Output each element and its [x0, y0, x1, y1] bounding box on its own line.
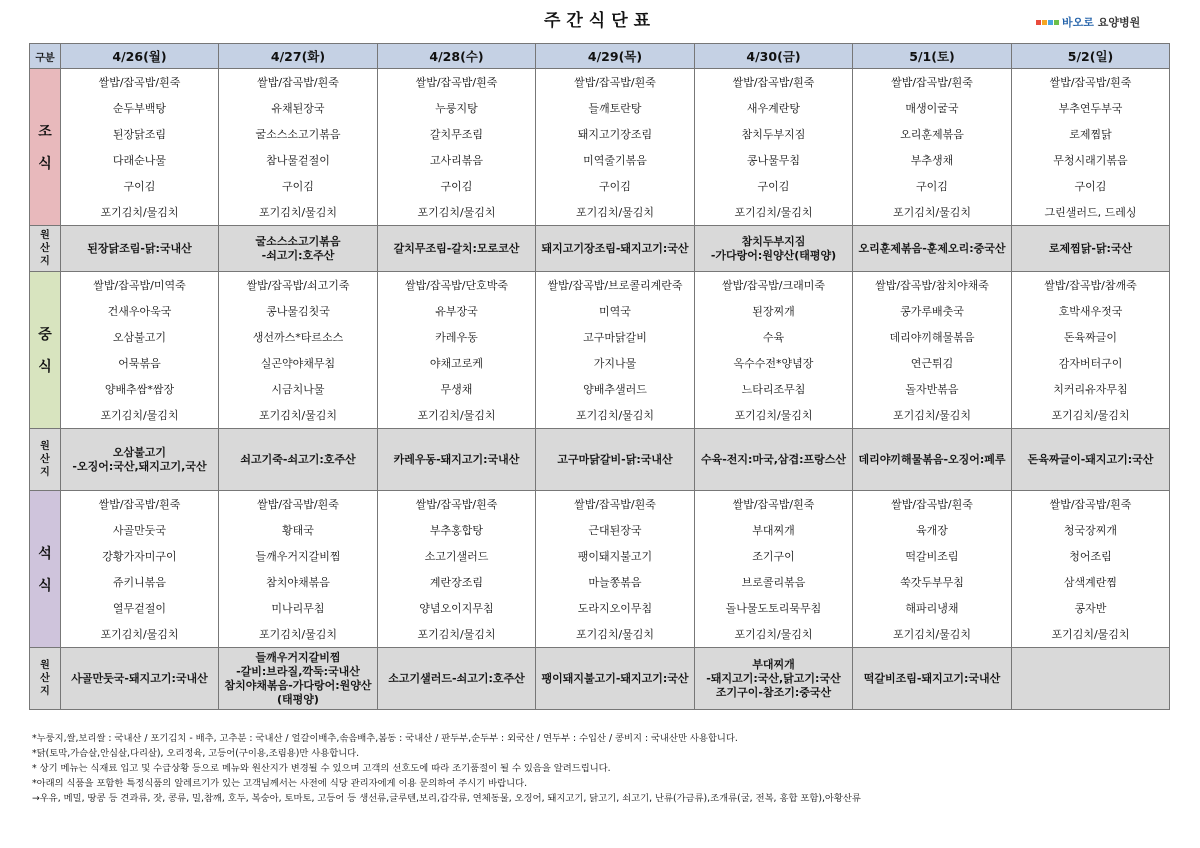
origin-line: 들깨우거지갈비찜	[255, 650, 341, 664]
menu-cell	[61, 272, 219, 429]
menu-item: 쌀밥/잡곡밥/흰죽	[732, 76, 815, 89]
day-header: 5/2(일)	[1012, 44, 1170, 69]
menu-item: 미역국	[599, 305, 631, 318]
menu-item: 들깨우거지갈비찜	[255, 550, 341, 563]
menu-item: 콩나물김칫국	[266, 305, 330, 318]
menu-item: 누룽지탕	[435, 102, 478, 115]
menu-item: 떡갈비조림	[905, 550, 959, 563]
header-row	[30, 44, 1170, 69]
menu-item: 육개장	[916, 524, 948, 537]
menu-cell	[378, 69, 536, 226]
menu-item: 매생이굴국	[905, 102, 959, 115]
menu-item: 실곤약야채무침	[260, 357, 336, 370]
menu-item: 포기김치/물김치	[100, 628, 179, 641]
logo-mark-icon	[1036, 20, 1059, 25]
menu-item: 유채된장국	[271, 102, 325, 115]
note-line: →우유, 메밀, 땅콩 등 견과류, 잣, 콩류, 밀,참깨, 호두, 복숭아, 토마토, 고등어 등 생선류,글루텐,보리,갑각류, 연체동물, 오징어, 돼지고기, 닭고기, 쇠고기, 난류(가금류),조개류(굴, 전복, 홍합 포함),아황산류	[32, 793, 861, 804]
menu-item: 쌀밥/잡곡밥/미역죽	[93, 279, 186, 292]
menu-item: 카레우동	[435, 331, 478, 344]
menu-item: 쌀밥/잡곡밥/흰죽	[574, 498, 656, 511]
menu-cell	[695, 272, 853, 429]
menu-item: 쌀밥/잡곡밥/참깨죽	[1044, 279, 1137, 292]
menu-cell	[378, 272, 536, 429]
origin-label-char: 원	[40, 660, 50, 671]
origin-line: 데리야끼해물볶음-오징어:페루	[858, 452, 1006, 466]
menu-item: 열무겉절이	[112, 602, 167, 615]
menu-item: 어묵볶음	[118, 357, 161, 370]
menu-item: 도라지오이무침	[577, 602, 653, 615]
menu-item: 포기김치/물김치	[100, 206, 179, 219]
origin-line: 오리훈제볶음-훈제오리:중국산	[858, 241, 1006, 255]
meal-label-char: 식	[38, 578, 52, 594]
menu-item: 포기김치/물김치	[1051, 628, 1130, 641]
menu-item: 쌀밥/잡곡밥/흰죽	[257, 498, 339, 511]
origin-line: 조기구이-참조기:중국산	[715, 685, 832, 699]
menu-item: 포기김치/물김치	[575, 206, 655, 219]
menu-item: 콩가루배춧국	[900, 305, 964, 318]
origin-line: 팽이돼지불고기-돼지고기:국산	[541, 671, 689, 685]
menu-item: 된장찌개	[752, 305, 795, 318]
menu-item: 구이김	[599, 180, 631, 193]
menu-item: 포기김치/물김치	[258, 206, 338, 219]
menu-item: 새우계란탕	[746, 102, 801, 115]
weekly-menu-table	[29, 43, 1170, 710]
menu-item: 해파리냉채	[905, 602, 959, 615]
origin-label-char: 지	[40, 467, 50, 478]
menu-item: 포기김치/물김치	[892, 628, 972, 641]
menu-item: 포기김치/물김치	[734, 206, 813, 219]
origin-cell	[61, 648, 219, 710]
menu-item: 고구마닭갈비	[583, 331, 647, 344]
menu-item: 옥수수전*양념장	[733, 357, 814, 370]
origin-line: 돼지고기장조림-돼지고기:국산	[541, 241, 689, 255]
menu-item: 쌀밥/잡곡밥/흰죽	[415, 76, 498, 89]
menu-item: 쌀밥/잡곡밥/흰죽	[257, 76, 339, 89]
menu-item: 포기김치/물김치	[734, 409, 813, 422]
meal-label-char: 석	[38, 546, 52, 562]
origin-line: 굴소스소고기볶음	[255, 234, 341, 248]
menu-item: 순두부백탕	[112, 102, 167, 115]
origin-line: -오징어:국산,돼지고기,국산	[72, 459, 207, 473]
origin-line: 된장닭조림-닭:국내산	[87, 241, 192, 255]
origin-cell	[219, 648, 378, 710]
menu-item: 조기구이	[752, 550, 795, 563]
origin-line: 쇠고기죽-쇠고기:호주산	[240, 452, 356, 466]
meal-row	[30, 491, 1170, 648]
menu-item: 구이김	[282, 180, 314, 193]
origin-label-char: 산	[40, 243, 50, 254]
menu-item: 포기김치/물김치	[1051, 409, 1130, 422]
note-line: *누룽지,쌀,보리쌀 : 국내산 / 포기김치 - 배추, 고추분 : 국내산 / 얼갈이배추,솎음배추,봄동 : 국내산 / 판두부,순두부 : 외국산 / 연두부 : 수입산 / 콩비지 : 국내산만 사용합니다.	[32, 733, 738, 744]
menu-item: 건새우아욱국	[107, 305, 172, 318]
menu-item: 오리훈제볶음	[900, 128, 964, 141]
meal-row	[30, 272, 1170, 429]
menu-item: 양념오이지무침	[419, 602, 494, 615]
origin-line: -돼지고기:국산,닭고기:국산	[706, 671, 841, 685]
menu-item: 쌀밥/잡곡밥/흰죽	[98, 498, 181, 511]
origin-cell	[1012, 429, 1170, 491]
origin-line: -갈비:브라질,깍둑:국내산	[236, 664, 360, 678]
menu-cell	[219, 69, 378, 226]
logo-sub: 요양병원	[1097, 16, 1141, 29]
origin-line: (태평양)	[277, 692, 319, 706]
origin-line: 갈치무조림-갈치:모로코산	[393, 241, 520, 255]
day-header: 4/30(금)	[695, 44, 853, 69]
menu-item: 양배추샐러드	[583, 383, 647, 396]
menu-item: 포기김치/물김치	[258, 409, 338, 422]
menu-item: 갈치무조림	[429, 128, 484, 141]
menu-item: 돈육짜글이	[1063, 331, 1118, 344]
meal-label	[30, 272, 61, 429]
menu-item: 쌀밥/잡곡밥/흰죽	[574, 76, 656, 89]
menu-cell	[536, 491, 695, 648]
menu-cell	[853, 69, 1012, 226]
menu-item: 무청시래기볶음	[1053, 154, 1128, 167]
menu-item: 오삼불고기	[112, 331, 167, 344]
menu-item: 유부장국	[435, 305, 478, 318]
menu-item: 가지나물	[593, 357, 637, 370]
meal-label-char: 중	[38, 327, 52, 343]
notes	[32, 731, 861, 806]
origin-label-char: 원	[40, 230, 50, 241]
menu-item: 쥬키니볶음	[112, 576, 167, 589]
day-header: 4/28(수)	[378, 44, 536, 69]
origin-cell	[536, 648, 695, 710]
menu-item: 생선까스*타르소스	[252, 331, 344, 344]
menu-item: 연근튀김	[910, 357, 954, 370]
origin-cell	[61, 226, 219, 272]
menu-item: 포기김치/물김치	[100, 409, 179, 422]
menu-item: 근대된장국	[588, 524, 642, 537]
menu-item: 돌나물도토리묵무침	[725, 602, 822, 615]
menu-item: 참나물겉절이	[266, 154, 330, 167]
origin-label	[30, 226, 61, 272]
note-line: *닭(토막,가슴살,안심살,다리살), 오리정육, 고등어(구이용,조림용)만 사용합니다.	[32, 748, 360, 759]
menu-item: 돼지고기장조림	[577, 128, 653, 141]
origin-row	[30, 429, 1170, 491]
menu-item: 부추생채	[910, 154, 954, 167]
origin-line: 소고기샐러드-쇠고기:호주산	[388, 671, 525, 685]
menu-item: 포기김치/물김치	[734, 628, 813, 641]
origin-cell	[695, 648, 853, 710]
menu-item: 강황가자미구이	[102, 550, 177, 563]
menu-item: 참치두부지짐	[741, 128, 806, 141]
origin-cell	[853, 226, 1012, 272]
menu-item: 포기김치/물김치	[258, 628, 338, 641]
menu-item: 그린샐러드, 드레싱	[1044, 206, 1137, 219]
menu-item: 데리야끼해물볶음	[889, 331, 975, 344]
logo-brand: 바오로	[1062, 16, 1094, 29]
menu-item: 마늘쫑볶음	[588, 576, 642, 589]
menu-item: 쌀밥/잡곡밥/쇠고기죽	[246, 279, 350, 292]
origin-line: 돈육짜글이-돼지고기:국산	[1027, 452, 1154, 466]
menu-item: 들깨토란탕	[588, 102, 642, 115]
day-header: 4/26(월)	[61, 44, 219, 69]
origin-line: 떡갈비조림-돼지고기:국내산	[863, 671, 1001, 685]
menu-item: 시금치나물	[271, 383, 325, 396]
menu-item: 쌀밥/잡곡밥/흰죽	[891, 76, 973, 89]
origin-line: -가다랑어:원양산(태평양)	[710, 248, 837, 262]
menu-item: 다래순나물	[112, 154, 167, 167]
origin-cell	[1012, 226, 1170, 272]
menu-item: 돌자반볶음	[905, 383, 959, 396]
menu-item: 콩나물무침	[746, 154, 801, 167]
menu-item: 부추홍합탕	[429, 524, 484, 537]
menu-item: 쌀밥/잡곡밥/참치야채죽	[875, 279, 989, 292]
origin-cell	[378, 648, 536, 710]
menu-cell	[1012, 491, 1170, 648]
hospital-logo	[1036, 10, 1140, 34]
origin-label-char: 지	[40, 686, 50, 697]
menu-item: 구이김	[916, 180, 948, 193]
menu-item: 무생채	[440, 383, 473, 396]
menu-item: 구이김	[757, 180, 790, 193]
menu-cell	[219, 272, 378, 429]
origin-label-char: 원	[40, 441, 50, 452]
meal-label	[30, 491, 61, 648]
menu-item: 쌀밥/잡곡밥/흰죽	[415, 498, 498, 511]
menu-item: 쌀밥/잡곡밥/흰죽	[891, 498, 973, 511]
menu-item: 쌀밥/잡곡밥/크래미죽	[721, 279, 826, 292]
menu-item: 쌀밥/잡곡밥/흰죽	[98, 76, 181, 89]
note-line: * 상기 메뉴는 식재료 입고 및 수급상황 등으로 메뉴와 원산지가 변경될 수 있으며 고객의 선호도에 따라 조기품절이 될 수 있음을 알려드립니다.	[32, 763, 611, 774]
origin-cell	[61, 429, 219, 491]
menu-item: 콩자반	[1074, 602, 1107, 615]
menu-item: 치커리유자무침	[1053, 383, 1128, 396]
origin-row	[30, 648, 1170, 710]
origin-cell	[853, 648, 1012, 710]
origin-line: 참치야채볶음-가다랑어:원양산	[224, 678, 372, 692]
origin-label-char: 지	[40, 256, 50, 267]
origin-label	[30, 429, 61, 491]
menu-item: 사골만둣국	[112, 524, 167, 537]
origin-cell	[695, 226, 853, 272]
menu-cell	[1012, 69, 1170, 226]
origin-cell	[378, 429, 536, 491]
note-line: *아래의 식품을 포함한 특정식품의 알레르기가 있는 고객님께서는 사전에 식당 관리자에게 이용 문의하여 주시기 바랍니다.	[32, 778, 528, 789]
origin-line: -쇠고기:호주산	[261, 248, 335, 262]
origin-line: 참치두부지짐	[741, 234, 806, 248]
menu-item: 포기김치/물김치	[575, 409, 655, 422]
menu-cell	[695, 491, 853, 648]
menu-item: 야채고로케	[429, 357, 484, 370]
origin-cell	[219, 429, 378, 491]
menu-item: 청어조림	[1069, 550, 1112, 563]
origin-line: 수육-전지:마국,삼겹:프랑스산	[700, 452, 847, 466]
origin-line: 부대찌개	[752, 657, 795, 671]
menu-cell	[378, 491, 536, 648]
menu-cell	[853, 491, 1012, 648]
menu-item: 쑥갓두부무침	[900, 576, 964, 589]
meal-label-char: 식	[38, 359, 52, 375]
menu-item: 구이김	[440, 180, 473, 193]
menu-item: 수육	[762, 331, 785, 344]
menu-item: 미나리무침	[271, 602, 325, 615]
menu-item: 느타리조무침	[741, 383, 806, 396]
menu-item: 참치야채볶음	[266, 576, 330, 589]
menu-item: 로제찜닭	[1069, 128, 1112, 141]
origin-row	[30, 226, 1170, 272]
meal-label-char: 식	[38, 156, 52, 172]
day-header: 5/1(토)	[853, 44, 1012, 69]
menu-item: 삼색계란찜	[1063, 576, 1118, 589]
origin-line: 고구마닭갈비-닭:국내산	[557, 452, 673, 466]
menu-item: 구이김	[123, 180, 156, 193]
menu-item: 호박새우젓국	[1058, 305, 1123, 318]
menu-item: 쌀밥/잡곡밥/흰죽	[732, 498, 815, 511]
page-title: 주간식단표	[543, 11, 657, 31]
origin-label-char: 산	[40, 673, 50, 684]
menu-item: 부대찌개	[752, 524, 795, 537]
menu-item: 브로콜리볶음	[741, 576, 806, 589]
meal-row	[30, 69, 1170, 226]
meal-label	[30, 69, 61, 226]
menu-item: 굴소스소고기볶음	[255, 128, 341, 141]
origin-cell	[536, 429, 695, 491]
menu-item: 부추연두부국	[1058, 102, 1123, 115]
menu-cell	[61, 69, 219, 226]
menu-item: 포기김치/물김치	[417, 628, 496, 641]
origin-cell	[536, 226, 695, 272]
menu-item: 감자버터구이	[1058, 357, 1123, 370]
menu-item: 청국장찌개	[1063, 524, 1118, 537]
menu-item: 고사리볶음	[429, 154, 484, 167]
menu-item: 포기김치/물김치	[892, 409, 972, 422]
menu-item: 소고기샐러드	[424, 550, 489, 563]
gubun-header: 구분	[30, 44, 61, 69]
menu-cell	[1012, 272, 1170, 429]
origin-label-char: 산	[40, 454, 50, 465]
menu-cell	[695, 69, 853, 226]
menu-item: 계란장조림	[429, 576, 484, 589]
menu-item: 구이김	[1074, 180, 1107, 193]
menu-item: 황태국	[282, 524, 314, 537]
origin-cell	[378, 226, 536, 272]
menu-item: 양배추쌈*쌈장	[104, 383, 175, 396]
menu-item: 쌀밥/잡곡밥/흰죽	[1049, 498, 1132, 511]
origin-cell	[1012, 648, 1170, 710]
origin-line: 로제찜닭-닭:국산	[1048, 241, 1133, 255]
origin-cell	[219, 226, 378, 272]
menu-cell	[536, 272, 695, 429]
menu-item: 포기김치/물김치	[417, 409, 496, 422]
menu-cell	[61, 491, 219, 648]
menu-item: 포기김치/물김치	[575, 628, 655, 641]
menu-item: 포기김치/물김치	[417, 206, 496, 219]
menu-cell	[536, 69, 695, 226]
menu-item: 쌀밥/잡곡밥/흰죽	[1049, 76, 1132, 89]
menu-item: 쌀밥/잡곡밥/브로콜리계란죽	[547, 279, 683, 292]
origin-label	[30, 648, 61, 710]
origin-line: 사골만둣국-돼지고기:국내산	[71, 671, 208, 685]
menu-item: 된장닭조림	[112, 128, 167, 141]
origin-line: 오삼불고기	[112, 445, 167, 459]
menu-item: 팽이돼지불고기	[577, 550, 653, 563]
menu-item: 포기김치/물김치	[892, 206, 972, 219]
menu-item: 미역줄기볶음	[583, 154, 647, 167]
origin-cell	[853, 429, 1012, 491]
day-header: 4/27(화)	[219, 44, 378, 69]
menu-item: 쌀밥/잡곡밥/단호박죽	[404, 279, 509, 292]
menu-cell	[219, 491, 378, 648]
origin-cell	[695, 429, 853, 491]
day-header: 4/29(목)	[536, 44, 695, 69]
menu-cell	[853, 272, 1012, 429]
origin-line: 카레우동-돼지고기:국내산	[393, 452, 520, 466]
meal-label-char: 조	[38, 124, 52, 140]
